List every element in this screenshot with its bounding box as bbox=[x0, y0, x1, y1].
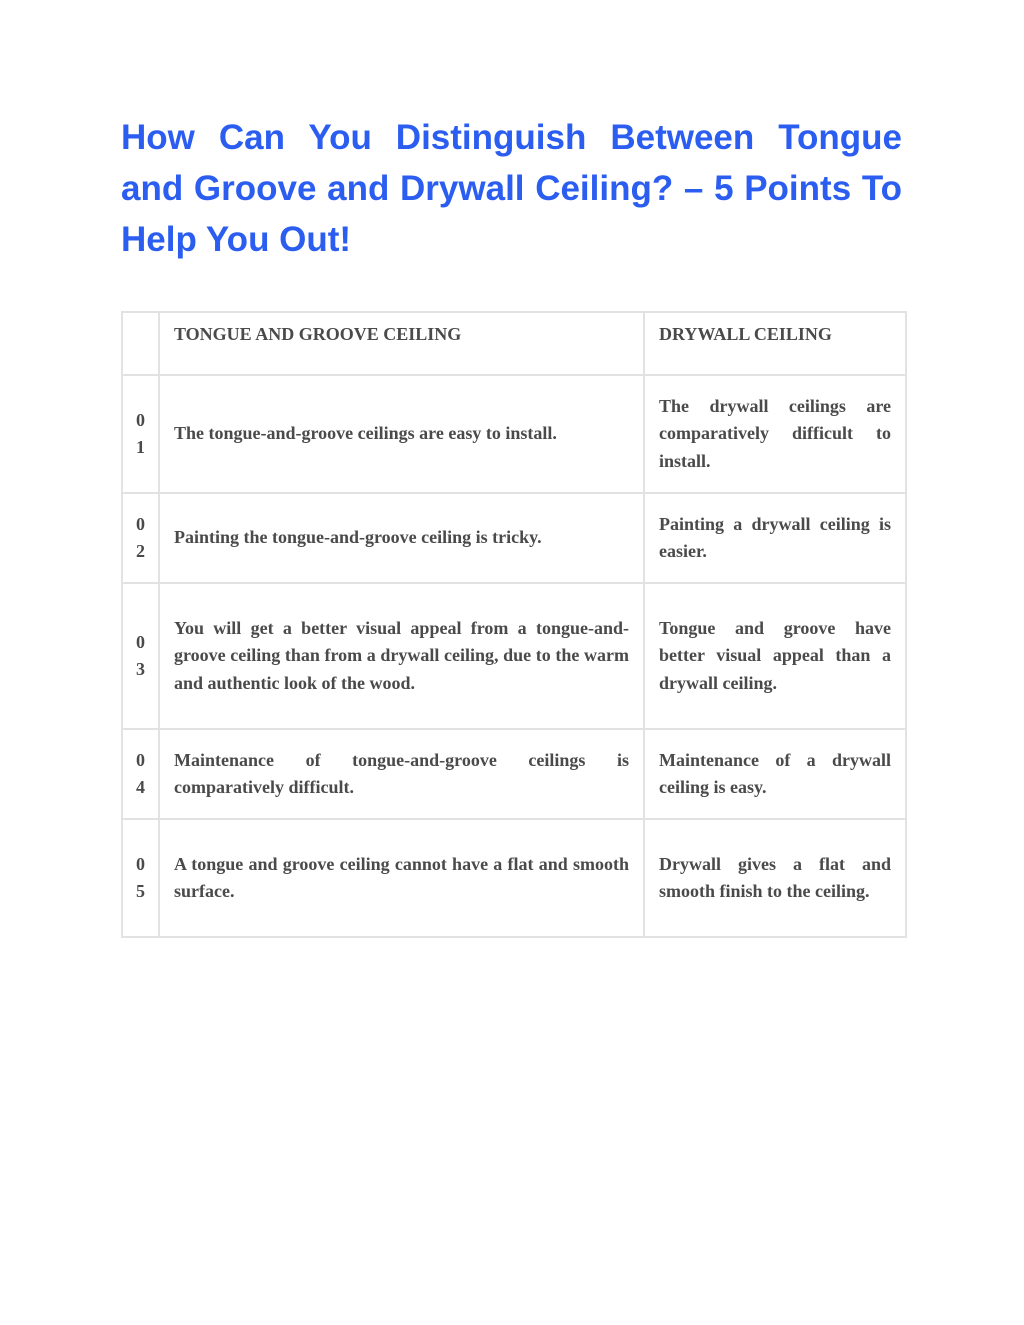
row-number: 04 bbox=[136, 749, 145, 797]
page-title: How Can You Distinguish Between Tongue and Groove and Drywall Ceiling? – 5 Points To Help You Out! bbox=[121, 118, 902, 259]
table-row bbox=[122, 729, 906, 819]
drywall-cell: The drywall ceilings are comparatively difficult to install. bbox=[644, 375, 906, 493]
drywall-cell: Tongue and groove have better visual appeal than a drywall ceiling. bbox=[644, 583, 906, 729]
header-tongue-groove: TONGUE AND GROOVE CEILING bbox=[159, 312, 644, 375]
row-number-cell bbox=[122, 729, 159, 819]
table-row bbox=[122, 493, 906, 583]
row-number: 01 bbox=[136, 409, 145, 457]
table-row bbox=[122, 583, 906, 729]
comparison-table bbox=[121, 311, 907, 938]
row-number: 02 bbox=[136, 513, 145, 561]
tongue-groove-cell: The tongue-and-groove ceilings are easy to install. bbox=[159, 375, 644, 493]
tongue-groove-cell: A tongue and groove ceiling cannot have a flat and smooth surface. bbox=[159, 819, 644, 937]
tongue-groove-cell: You will get a better visual appeal from a tongue-and-groove ceiling than from a drywall ceiling, due to the warm and authentic look of the wood. bbox=[159, 583, 644, 729]
header-number-cell bbox=[122, 312, 159, 375]
drywall-cell: Painting a drywall ceiling is easier. bbox=[644, 493, 906, 583]
table-row bbox=[122, 375, 906, 493]
row-number-cell bbox=[122, 819, 159, 937]
table-header-row bbox=[122, 312, 906, 375]
row-number-cell bbox=[122, 375, 159, 493]
tongue-groove-cell: Maintenance of tongue-and-groove ceilings is comparatively difficult. bbox=[159, 729, 644, 819]
drywall-cell: Maintenance of a drywall ceiling is easy. bbox=[644, 729, 906, 819]
row-number-cell bbox=[122, 583, 159, 729]
row-number: 03 bbox=[136, 631, 145, 679]
header-drywall: DRYWALL CEILING bbox=[644, 312, 906, 375]
table-row bbox=[122, 819, 906, 937]
drywall-cell: Drywall gives a flat and smooth finish to the ceiling. bbox=[644, 819, 906, 937]
tongue-groove-cell: Painting the tongue-and-groove ceiling is tricky. bbox=[159, 493, 644, 583]
row-number-cell bbox=[122, 493, 159, 583]
row-number: 05 bbox=[136, 853, 145, 901]
